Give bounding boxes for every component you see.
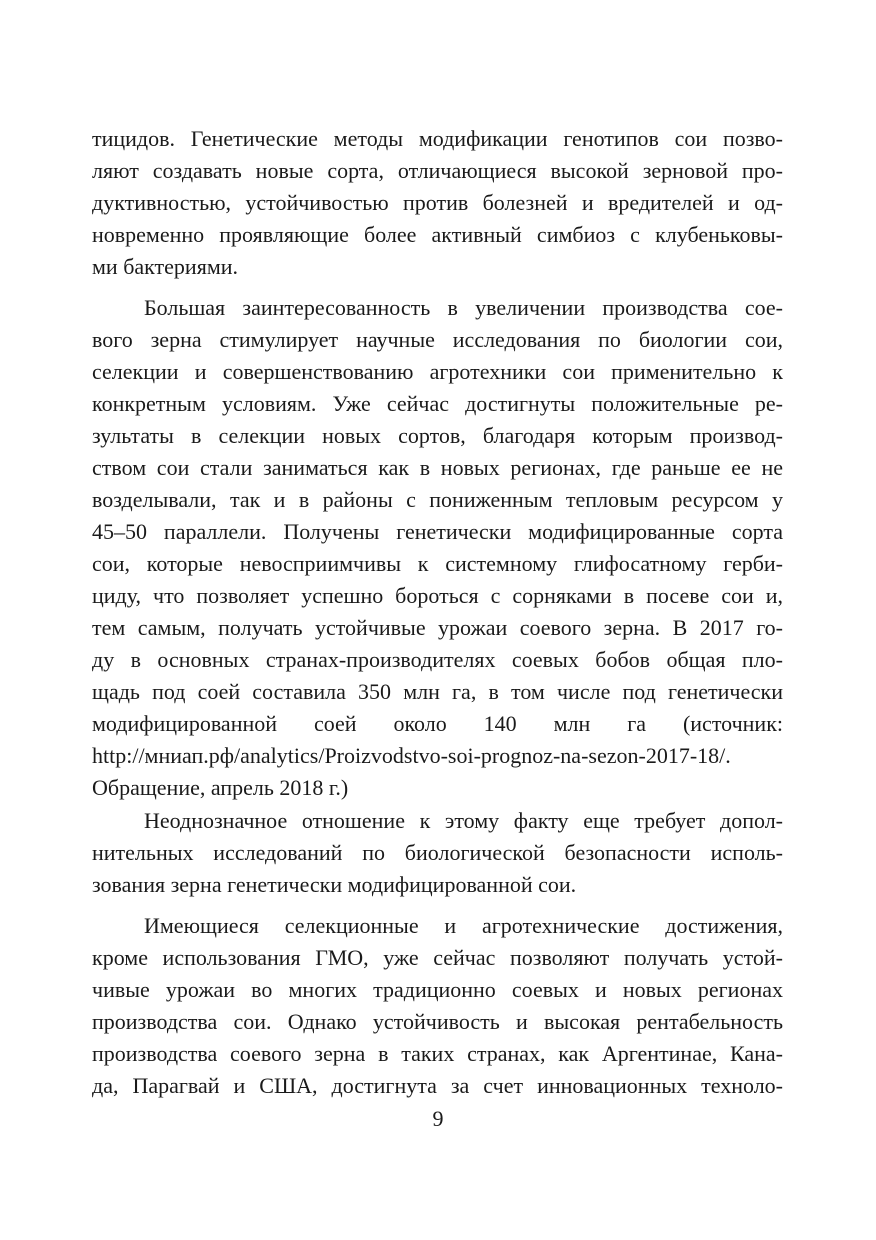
text-line: кроме использования ГМО, уже сейчас позволяют получать устой-	[92, 945, 783, 970]
text-line: 45–50 параллели. Получены генетически модифицированные сорта	[92, 519, 783, 544]
text-line: конкретным условиям. Уже сейчас достигнуты положительные ре-	[92, 391, 783, 416]
text-line: Обращение, апрель 2018 г.)	[92, 775, 349, 800]
text-line: ляют создавать новые сорта, отличающиеся высокой зерновой про-	[92, 158, 783, 183]
source-url-line: http://мниап.рф/analytics/Proizvodstvo-soi-prognoz-na-sezon-2017-18/.	[92, 743, 731, 768]
text-line: тем самым, получать устойчивые урожаи соевого зерна. В 2017 го-	[92, 615, 783, 640]
text-line: зультаты в селекции новых сортов, благодаря которым производ-	[92, 423, 783, 448]
text-line: вого зерна стимулирует научные исследования по биологии сои,	[92, 327, 783, 352]
text-line: производства соевого зерна в таких странах, как Аргентинае, Кана-	[92, 1041, 783, 1066]
text-line: возделывали, так и в районы с пониженным тепловым ресурсом у	[92, 487, 783, 512]
text-line: чивые урожаи во многих традиционно соевых и новых регионах	[92, 977, 783, 1002]
text-line: дуктивностью, устойчивостью против болезней и вредителей и од-	[92, 190, 783, 215]
paragraph-3	[92, 805, 783, 901]
paragraph-4	[92, 910, 783, 1102]
text-line: ми бактериями.	[92, 254, 239, 279]
text-line: циду, что позволяет успешно бороться с сорняками в посеве сои и,	[92, 583, 783, 608]
text-line: да, Парагвай и США, достигнута за счет инновационных техноло-	[92, 1073, 783, 1098]
text-line: нительных исследований по биологической безопасности исполь-	[92, 840, 783, 865]
text-line: щадь под соей составила 350 млн га, в том числе под генетически	[92, 679, 783, 704]
text-line: сои, которые невосприимчивы к системному глифосатному герби-	[92, 551, 783, 576]
text-line: модифицированной соей около 140 млн га (источник:	[92, 711, 783, 736]
text-line: Имеющиеся селекционные и агротехнические достижения,	[144, 913, 783, 938]
text-line: зования зерна генетически модифицированной сои.	[92, 872, 577, 897]
text-line: производства сои. Однако устойчивость и высокая рентабельность	[92, 1009, 783, 1034]
page-number: 9	[432, 1106, 444, 1131]
paragraph-1	[92, 123, 783, 283]
text-line: ду в основных странах-производителях соевых бобов общая пло-	[92, 647, 783, 672]
text-line: Большая заинтересованность в увеличении производства сое-	[144, 295, 783, 320]
text-line: селекции и совершенствованию агротехники сои применительно к	[92, 359, 783, 384]
text-line: новременно проявляющие более активный симбиоз с клубеньковы-	[92, 222, 783, 247]
text-line: ством сои стали заниматься как в новых регионах, где раньше ее не	[92, 455, 783, 480]
text-line: тицидов. Генетические методы модификации генотипов сои позво-	[92, 126, 783, 151]
text-line: Неоднозначное отношение к этому факту еще требует допол-	[144, 808, 783, 833]
paragraph-2	[92, 292, 783, 804]
